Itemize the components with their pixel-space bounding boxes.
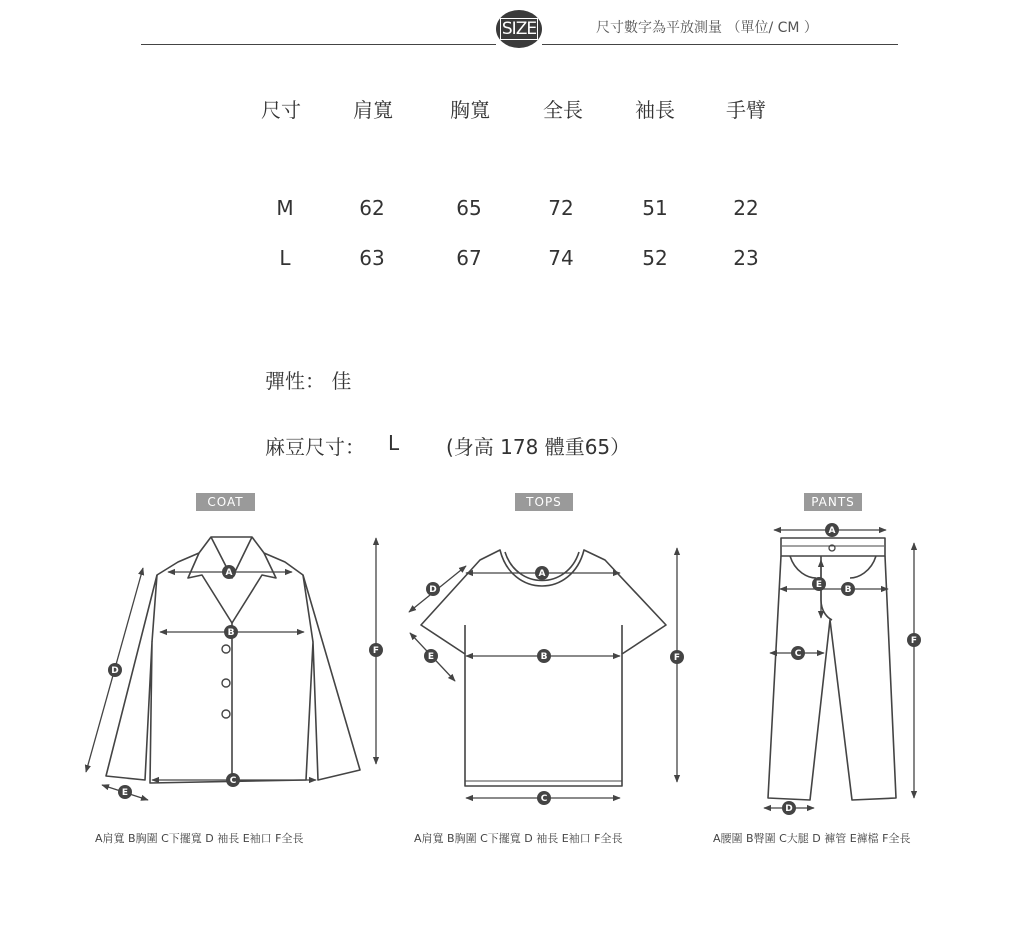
coat-tag: COAT [196,493,255,511]
size-badge-label: SIZE [501,19,537,39]
coat-marker-d-label: D [111,666,119,676]
table-cell: M [276,196,294,220]
pants-marker-a-label: A [828,526,836,536]
pants-markers [782,523,921,815]
elasticity-text: 彈性： 佳 [265,369,352,393]
model-size-value: L [388,431,400,455]
tops-marker-b [537,649,551,663]
coat-marker-f-label: F [372,646,380,656]
tops-caption: A肩寬 B胸圍 C下擺寬 D 袖長 E袖口 F全長 [414,832,623,845]
table-cell: L [279,246,291,270]
coat-marker-a [222,565,236,579]
table-cell: 51 [642,196,668,220]
pants-marker-a [825,523,839,537]
model-stats: (身高 178 體重65） [446,435,631,459]
coat-caption: A肩寬 B胸圍 C下擺寬 D 袖長 E袖口 F全長 [95,832,304,845]
tops-marker-a [535,566,549,580]
pants-marker-c [791,646,805,660]
tops-marker-c [537,791,551,805]
pants-marker-e [812,577,826,591]
coat-marker-b-label: B [227,628,235,638]
table-cell: 62 [359,196,385,220]
pants-marker-f [907,633,921,647]
col-header-size: 尺寸 [261,98,301,122]
table-cell: 67 [456,246,482,270]
table-cell: 72 [548,196,574,220]
tops-marker-d [426,582,440,596]
coat-button-1 [222,645,230,653]
coat-marker-a-label: A [225,568,233,578]
tops-diagram [421,550,666,786]
pants-marker-b-label: B [844,585,852,595]
tops-marker-e [424,649,438,663]
pants-tag: PANTS [804,493,862,511]
pants-diagram [768,538,896,800]
pants-marker-d-label: D [785,804,793,814]
table-cell: 22 [733,196,759,220]
pants-marker-f-label: F [910,636,918,646]
tops-marker-e-label: E [427,652,435,662]
tops-marker-f-label: F [673,653,681,663]
coat-marker-c [226,773,240,787]
pants-marker-b [841,582,855,596]
tops-marker-a-label: A [538,569,546,579]
col-header-arm: 手臂 [726,98,766,122]
model-size-label: 麻豆尺寸： [265,435,365,459]
table-cell: 63 [359,246,385,270]
coat-button-2 [222,679,230,687]
coat-marker-f [369,643,383,657]
tops-marker-c-label: C [540,794,548,804]
col-header-chest: 胸寬 [450,98,490,122]
table-cell: 65 [456,196,482,220]
unit-note: 尺寸數字為平放測量 （單位/ CM ） [596,20,818,36]
tops-tag: TOPS [515,493,573,511]
pants-marker-e-label: E [815,580,823,590]
tops-marker-b-label: B [540,652,548,662]
table-cell: 52 [642,246,668,270]
pants-caption: A腰圍 B臀圍 C大腿 D 褲管 E褲檔 F全長 [713,832,911,845]
coat-marker-c-label: C [229,776,237,786]
table-cell: 74 [548,246,574,270]
col-header-length: 全長 [543,98,583,122]
table-cell: 23 [733,246,759,270]
coat-marker-d [108,663,122,677]
coat-marker-b [224,625,238,639]
pants-marker-d [782,801,796,815]
pants-measure-lines [764,530,914,808]
col-header-sleeve: 袖長 [635,98,675,122]
tops-marker-f [670,650,684,664]
coat-buttons [222,645,230,718]
col-header-shoulder: 肩寬 [353,98,393,122]
pants-marker-c-label: C [794,649,802,659]
tops-marker-d-label: D [429,585,437,595]
coat-marker-e-label: E [121,788,129,798]
coat-button-3 [222,710,230,718]
coat-marker-e [118,785,132,799]
